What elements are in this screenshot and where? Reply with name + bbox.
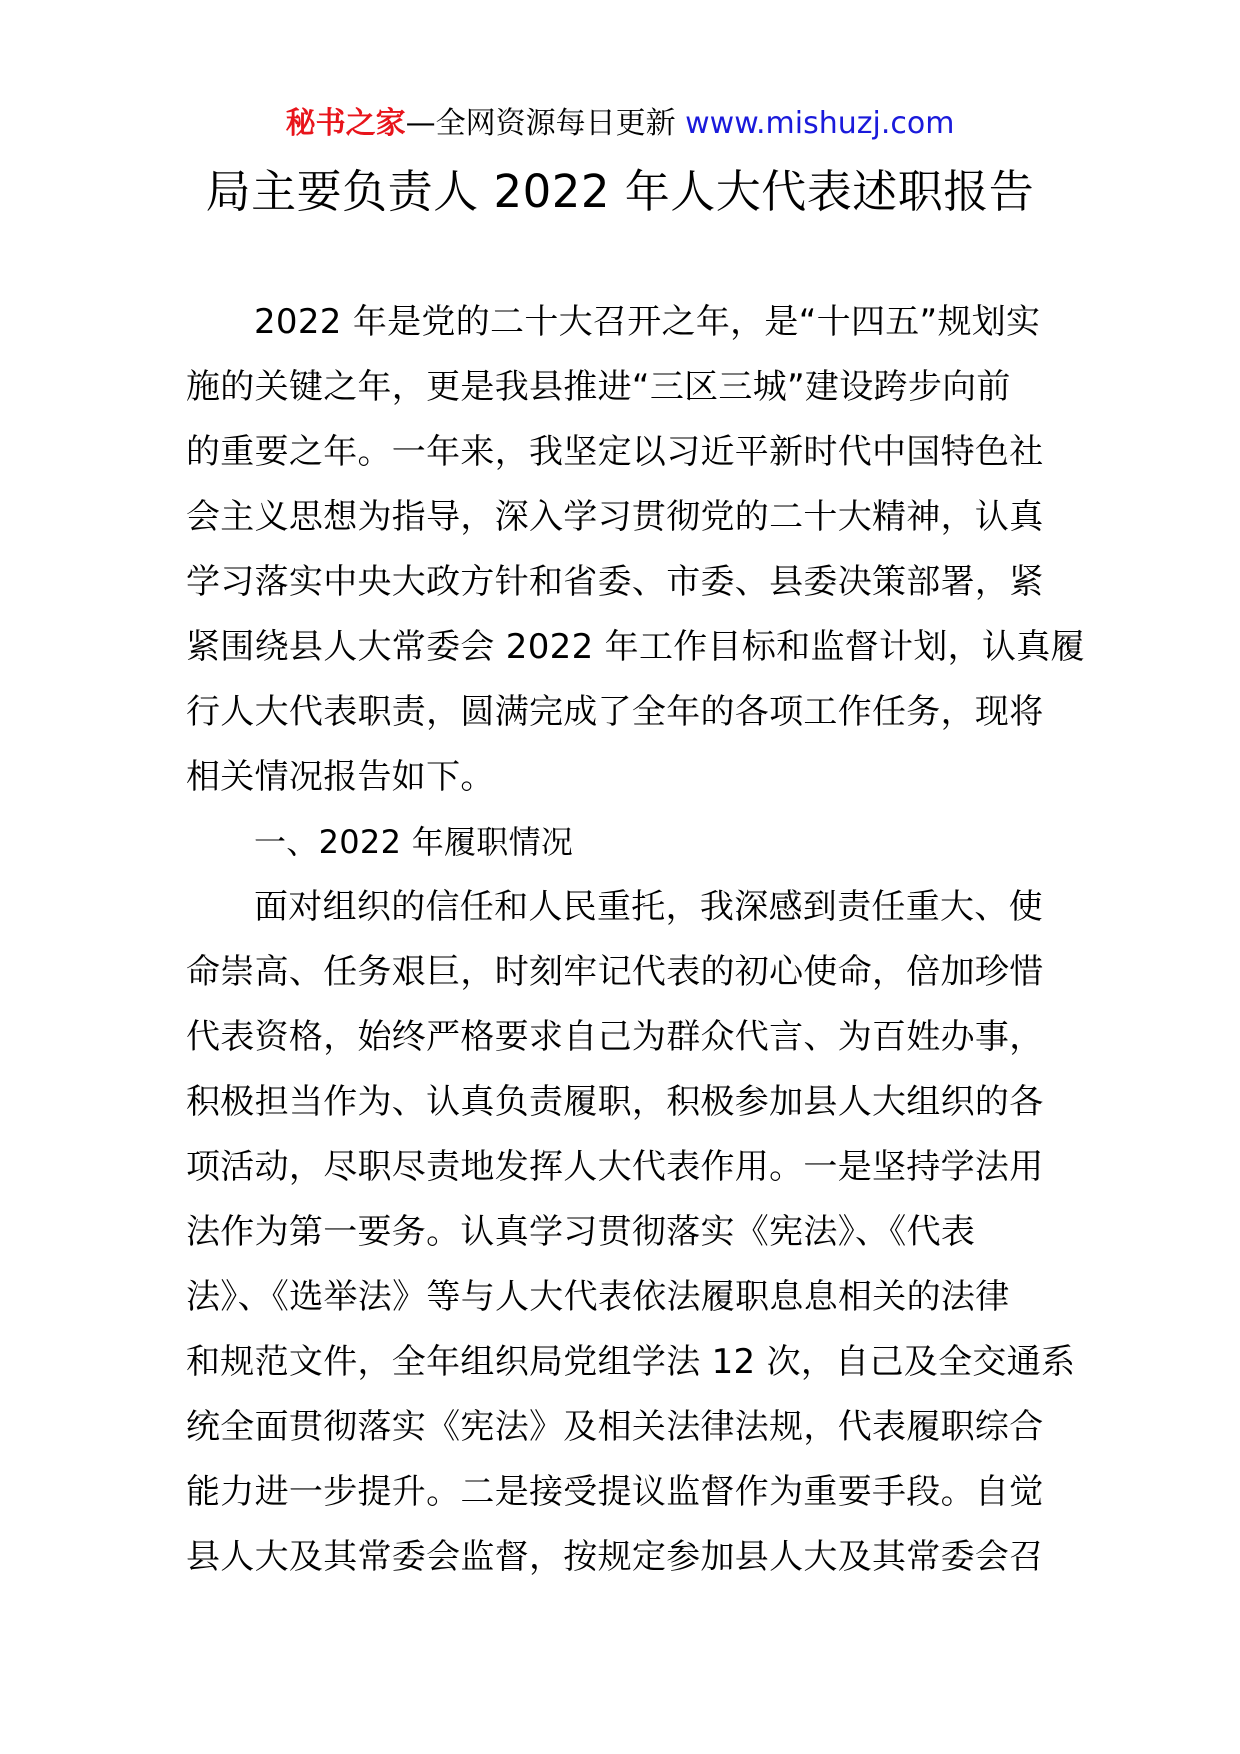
body-line: 的重要之年。一年来，我坚定以习近平新时代中国特色社 xyxy=(186,432,1044,472)
body-line: 施的关键之年，更是我县推进“三区三城”建设跨步向前 xyxy=(186,367,1011,407)
body-line: 县人大及其常委会监督，按规定参加县人大及其常委会召 xyxy=(186,1537,1044,1577)
document-body xyxy=(186,290,1085,1590)
body-line: 紧围绕县人大常委会 2022 年工作目标和监督计划，认真履 xyxy=(186,627,1085,667)
body-line: 2022 年是党的二十大召开之年，是“十四五”规划实 xyxy=(254,302,1041,342)
banner-tagline: —全网资源每日更新 xyxy=(405,106,686,141)
section-heading: 一、2022 年履职情况 xyxy=(254,823,574,861)
banner-url-link[interactable]: www.mishuzj.com xyxy=(685,106,955,141)
body-line: 能力进一步提升。二是接受提议监督作为重要手段。自觉 xyxy=(186,1472,1044,1512)
body-line: 法作为第一要务。认真学习贯彻落实《宪法》、《代表 xyxy=(186,1212,976,1252)
body-line: 行人大代表职责，圆满完成了全年的各项工作任务，现将 xyxy=(186,692,1044,732)
body-line: 相关情况报告如下。 xyxy=(186,757,495,797)
banner-brand: 秘书之家 xyxy=(285,106,406,141)
body-line: 学习落实中央大政方针和省委、市委、县委决策部署，紧 xyxy=(186,562,1044,602)
body-line: 项活动，尽职尽责地发挥人大代表作用。一是坚持学法用 xyxy=(186,1147,1044,1187)
body-line: 命崇高、任务艰巨，时刻牢记代表的初心使命，倍加珍惜 xyxy=(186,952,1044,992)
body-line: 积极担当作为、认真负责履职，积极参加县人大组织的各 xyxy=(186,1082,1044,1122)
site-banner xyxy=(0,104,1240,144)
body-line: 和规范文件，全年组织局党组学法 12 次，自己及全交通系 xyxy=(186,1342,1076,1382)
body-line: 代表资格，始终严格要求自己为群众代言、为百姓办事， xyxy=(186,1017,1044,1057)
body-line: 法》、《选举法》等与人大代表依法履职息息相关的法律 xyxy=(186,1277,1010,1317)
body-line: 面对组织的信任和人民重托，我深感到责任重大、使 xyxy=(254,887,1043,927)
body-line: 会主义思想为指导，深入学习贯彻党的二十大精神，认真 xyxy=(186,497,1044,537)
body-line: 统全面贯彻落实《宪法》及相关法律法规，代表履职综合 xyxy=(186,1407,1044,1447)
document-title: 局主要负责人 2022 年人大代表述职报告 xyxy=(205,165,1035,218)
